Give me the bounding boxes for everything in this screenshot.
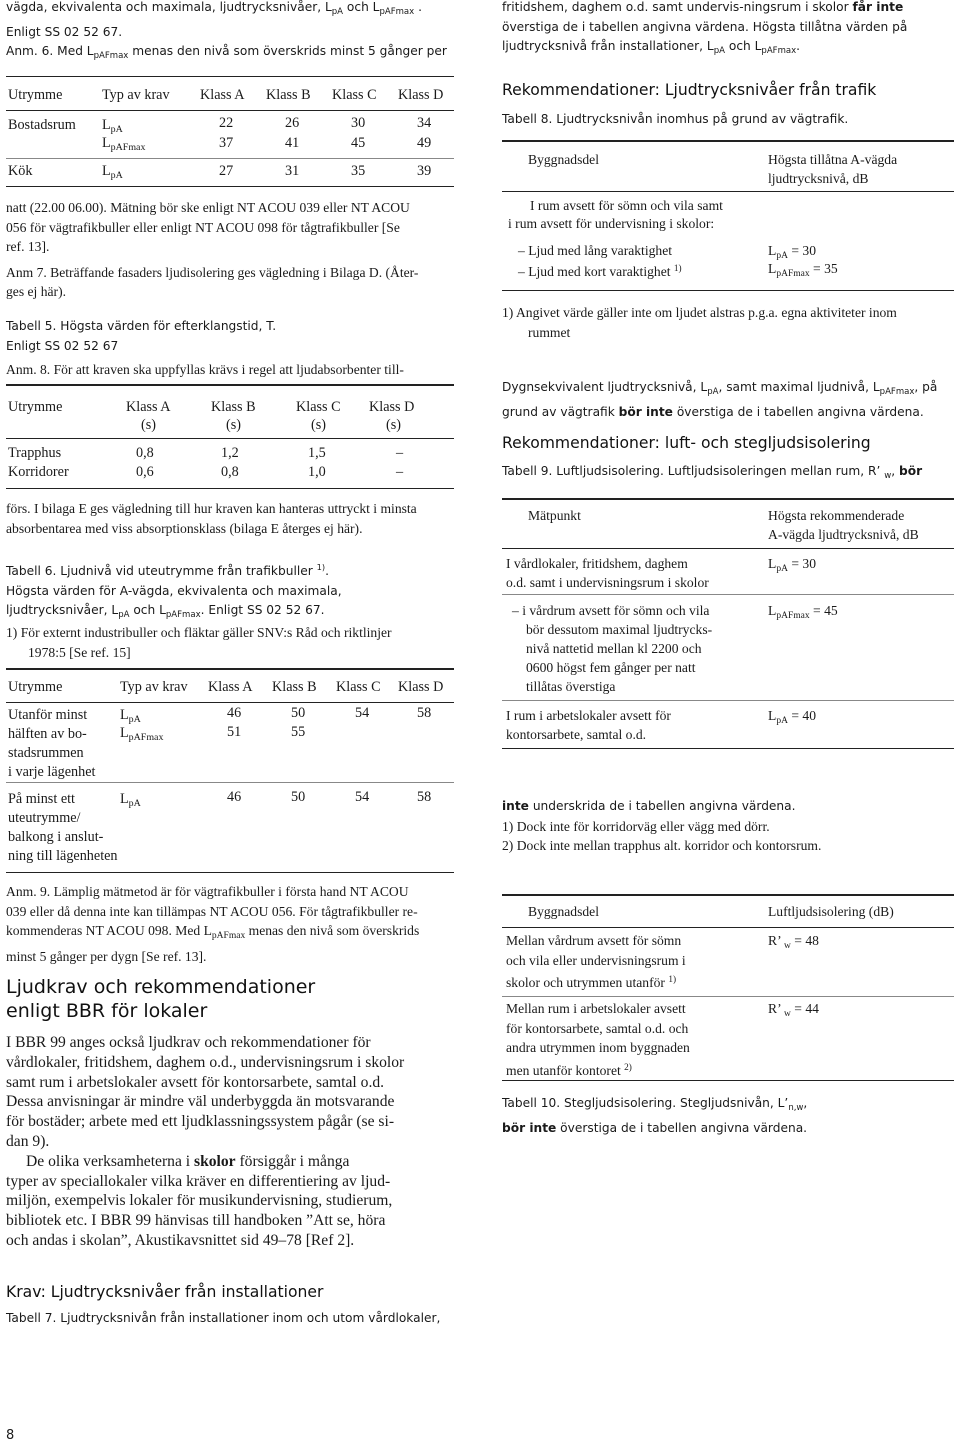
right-intro: fritidshem, daghem o.d. samt undervis-ningsrum i skolor får inte överstiga de i tabellen angivna värdena. Högsta tillåtna värden på ljudtrycksnivå från installationer, $L_{pA}$ och $L_{pAFmax}$. <box>502 0 908 56</box>
table-row: Trapphus <box>8 445 62 461</box>
page-number: 8 <box>6 1428 15 1443</box>
table-7-caption: Tabell 7. Ljudtrycksnivån från installationer inom och utom vårdlokaler, <box>6 1311 441 1325</box>
heading-krav: Krav: Ljudtrycksnivåer från installationer <box>6 1283 324 1301</box>
table-row: Korridorer <box>8 464 69 480</box>
table-9-notes: inte underskrida de i tabellen angivna värdena. 1) Dock inte för korridorväg eller vägg med dörr. 2) Dock inte mellan trapphus alt. korridor och kontorsrum. <box>502 799 822 853</box>
table-4: Utrymme Typ av krav Klass A Klass B Klass C Klass D Bostadsrum $L_{pA}$ 22 26 30 34 $L_{pAFmax}$ 37 41 45 49 Kök $L_{pA}$ 27 31 35 39 <box>6 76 454 188</box>
table-6: Utrymme Typ av krav Klass A Klass B Klass C Klass D Utanför minst hälften av bo- stadsrummen i varje lägenhet $L_{pA}$ $L_{pAFmax}$ 46 50 54 58 51 55 På minst ett uteutrymme/ balkong i anslut- ning till lägenheten $L_{pA}$ 46 50 54 58 <box>6 668 454 874</box>
bbr-text: I BBR 99 anges också ljudkrav och rekommendationer för vårdlokaler, fritidshem, daghem o.d., undervisningsrum i skolor samt rum i arbetslokaler avsett för kontorsarbete, samtal o.d. Dessa anvisningar är mindre väl underbyggda än motsvarande för bostäder; arbete med ett ljudklassningssystem pågår (se si- dan 9). De olika verksamheterna i skolor försiggår i många typer av speciallokaler vilka kräver en differentiering av ljud- miljön, exempelvis lokaler för musikundervisning, studierum, bibliotek etc. I BBR 99 hänvisas till handboken ”Att se, höra och andas i skolan”, Akustikavsnittet sid 49–78 [Ref 2]. <box>6 1034 405 1249</box>
th-utrymme: Utrymme <box>8 87 63 103</box>
table-6-caption: Tabell 6. Ljudnivå vid uteutrymme från trafikbuller $^{1)}$. Högsta värden för A-vägda, ekvivalenta och maximala, ljudtrycksnivåer, $L_{pA}$ och $L_{pAFmax}$. Enligt SS 02 52 67. <box>6 562 342 620</box>
table-row: – i vårdrum avsett för sömn och vila bör dessutom maximal ljudtrycks- nivå nattetid mellan kl 2200 och 0600 högst fem gånger per natt tillåtas överstiga <box>512 603 713 694</box>
anm-9: Anm. 9. Lämplig mätmetod är för vägtrafikbuller i första hand NT ACOU 039 eller då denna inte kan tillämpas NT ACOU 056. För tågtrafikbuller re- kommenderas NT ACOU 098. Med $L_{pAFmax}$ menas den nivå som överskrids minst 5 gånger per dygn [Se ref. 13]. <box>6 884 420 964</box>
table-10-caption: Tabell 10. Stegljudsisolering. Stegljudsnivån, $L’_{n,w}$, bör inte överstiga de i tabellen angivna värdena. <box>502 1096 808 1135</box>
table-row: Mellan rum i arbetslokaler avsett för kontorsarbete, samtal o.d. och andra utrymmen inom byggnaden men utanför kontoret $^{2)}$ <box>506 1001 690 1078</box>
table-row: Kök <box>8 163 33 179</box>
table-row: I rum i arbetslokaler avsett för kontorsarbete, samtal o.d. <box>506 708 671 742</box>
table-row: Bostadsrum <box>8 117 76 133</box>
table-row: På minst ett uteutrymme/ balkong i anslut- ning till lägenheten <box>8 791 118 864</box>
th-typ: Typ av krav <box>102 87 170 103</box>
table-8-note: 1) Angivet värde gäller inte om ljudet alstras p.g.a. egna aktiviteter inom rummet <box>502 305 897 340</box>
th-klass-c: Klass C <box>332 87 377 103</box>
th-klass-d: Klass D <box>398 87 444 103</box>
absorbent-text: förs. I bilaga E ges vägledning till hur kraven kan hanteras uttryckt i minsta absorbentarea med viss absorptionsklass (bilaga E återges ej här). <box>6 501 417 536</box>
table-10: Byggnadsdel Luftljudsisolering (dB) Mellan vårdrum avsett för sömn och vila eller undervisningsrum i skolor och utrymmen utanför $^{1)}$ R’ $_w$ = 48 Mellan rum i arbetslokaler avsett för kontorsarbete, samtal o.d. och andra utrymmen inom byggnaden men utanför kontoret $^{2)}$ R’ $_w$ = 44 <box>502 894 954 1084</box>
table-5-caption: Tabell 5. Högsta värden för efterklangstid, T. Enligt SS 02 52 67 <box>6 319 277 353</box>
table-9: Mätpunkt Högsta rekommenderade A-vägda ljudtrycksnivå, dB I vårdlokaler, fritidshem, daghem o.d. samt i undervisningsrum i skolor $L_{pA} = 30$ – i vårdrum avsett för sömn och vila bör dessutom maximal ljudtrycks- nivå nattetid mellan kl 2200 och 0600 högst fem gånger per natt tillåtas överstiga $L_{pAFmax} = 45$ I rum i arbetslokaler avsett för kontorsarbete, samtal o.d. $L_{pA} = 40$ <box>502 498 954 750</box>
table-6-note: 1) För externt industribuller och fläktar gäller SNV:s Råd och riktlinjer 1978:5 [Se ref. 15] <box>6 625 392 660</box>
table-8-caption: Tabell 8. Ljudtrycksnivån inomhus på grund av vägtrafik. <box>502 112 849 126</box>
intro-text: vägda, ekvivalenta och maximala, ljudtrycksnivåer, $L_{pA}$ och $L_{pAFmax}$ . Enligt SS 02 52 67. Anm. 6. Med $L_{pAFmax}$ menas den nivå som överskrids minst 5 gånger per <box>6 0 447 61</box>
anm-8: Anm. 8. För att kraven ska uppfyllas krävs i regel att ljudabsorbenter till- <box>6 362 404 377</box>
table-row: I vårdlokaler, fritidshem, daghem o.d. samt i undervisningsrum i skolor <box>506 556 709 590</box>
table-row: Mellan vårdrum avsett för sömn och vila eller undervisningsrum i skolor och utrymmen utanför $^{1)}$ <box>506 933 686 990</box>
th-klass-b: Klass B <box>266 87 311 103</box>
table-row: Utanför minst hälften av bo- stadsrummen i varje lägenhet <box>8 707 96 780</box>
heading-bbr: Ljudkrav och rekommendationer enligt BBR för lokaler <box>6 976 316 1022</box>
dygnsekvivalent-text: Dygnsekvivalent ljudtrycksnivå, $L_{pA}$, samt maximal ljudnivå, $L_{pAFmax}$, på grund av vägtrafik bör inte överstiga de i tabellen angivna värdena. <box>502 380 938 419</box>
table-5: Utrymme Klass A Klass B Klass C Klass D (s) (s) (s) (s) Trapphus 0,8 1,2 1,5 – Korridorer 0,6 0,8 1,0 – <box>6 384 454 490</box>
th-klass-a: Klass A <box>200 87 245 103</box>
heading-trafik: Rekommendationer: Ljudtrycksnivåer från trafik <box>502 81 877 99</box>
mätning-text: natt (22.00 06.00). Mätning bör ske enligt NT ACOU 039 eller NT ACOU 056 för vägtrafikbuller eller enligt NT ACOU 098 för tågtrafikbuller [Se ref. 13]. Anm 7. Beträffande fasaders ljudisolering ges vägledning i Bilaga D. (Åter- ges ej här). <box>6 200 419 299</box>
table-9-caption: Tabell 9. Luftljudsisolering. Luftljudsisoleringen mellan rum, R’ $_w$, bör <box>502 464 923 481</box>
table-row: I rum avsett för sömn och vila samt i rum avsett för undervisning i skolor: <box>508 198 723 231</box>
table-8: Byggnadsdel Högsta tillåtna A-vägda ljudtrycksnivå, dB I rum avsett för sömn och vila samt i rum avsett för undervisning i skolor: – Ljud med lång varaktighet – Ljud med kort varaktighet $^{1)}$ $L_{pA} = 30$ $L_{pAFmax} = 35$ <box>502 140 954 296</box>
heading-luft: Rekommendationer: luft- och stegljudsisolering <box>502 434 871 452</box>
